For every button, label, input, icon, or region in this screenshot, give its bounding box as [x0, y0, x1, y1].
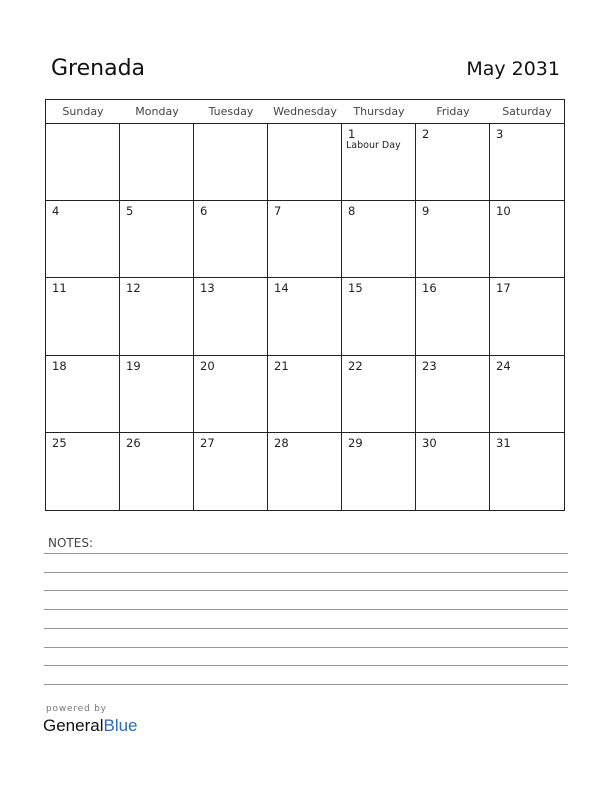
day-cell	[268, 356, 342, 433]
day-cell	[490, 201, 564, 278]
day-number: 12	[126, 281, 141, 296]
day-cell	[342, 124, 416, 201]
day-number: 5	[126, 204, 134, 219]
weekday-header-sunday: Sunday	[62, 105, 104, 118]
day-number: 8	[348, 204, 356, 219]
day-cell	[490, 433, 564, 510]
day-number: 25	[52, 435, 67, 450]
day-number: 4	[52, 204, 60, 219]
day-cell	[194, 278, 268, 355]
day-number: 17	[496, 281, 511, 296]
day-number: 1	[348, 127, 356, 141]
day-number: 13	[200, 281, 215, 296]
day-number: 7	[274, 204, 282, 219]
powered-by-text: powered by	[46, 704, 107, 714]
weekday-header-wednesday: Wednesday	[273, 105, 337, 118]
day-cell	[194, 433, 268, 510]
brand-logo	[43, 716, 138, 736]
notes-label: NOTES:	[48, 536, 93, 550]
day-number: 15	[348, 281, 363, 296]
day-number: 18	[52, 358, 67, 373]
day-number: 11	[52, 281, 67, 296]
day-number: 21	[274, 358, 289, 373]
note-line	[44, 684, 568, 685]
day-cell	[120, 278, 194, 355]
day-cell	[194, 356, 268, 433]
day-cell	[120, 356, 194, 433]
day-cell	[342, 278, 416, 355]
note-line	[44, 628, 568, 629]
day-number: 2	[422, 127, 430, 141]
day-cell	[194, 124, 268, 201]
day-number: 27	[200, 435, 215, 450]
day-number: 16	[422, 281, 437, 296]
holiday-label: Labour Day	[346, 140, 401, 151]
day-cell	[416, 124, 490, 201]
day-number: 3	[496, 127, 504, 141]
day-cell	[268, 201, 342, 278]
day-number: 29	[348, 435, 363, 450]
note-line	[44, 665, 568, 666]
month-title: May 2031	[466, 58, 560, 80]
note-line	[44, 590, 568, 591]
day-cell	[268, 278, 342, 355]
day-number: 24	[496, 358, 511, 373]
day-cell	[46, 356, 120, 433]
day-number: 22	[348, 358, 363, 373]
day-cell	[120, 433, 194, 510]
brand-general: General	[43, 716, 104, 735]
brand-blue: Blue	[103, 716, 138, 735]
weekday-header-row	[46, 100, 564, 124]
day-cell	[416, 278, 490, 355]
day-cell	[120, 124, 194, 201]
day-cell	[268, 124, 342, 201]
day-cell	[416, 356, 490, 433]
day-number: 9	[422, 204, 430, 219]
day-cell	[490, 278, 564, 355]
country-title: Grenada	[51, 56, 146, 81]
day-cell	[46, 433, 120, 510]
day-number: 14	[274, 281, 289, 296]
day-cell	[46, 278, 120, 355]
note-line	[44, 553, 568, 554]
day-cell	[342, 433, 416, 510]
day-cell	[416, 201, 490, 278]
note-line	[44, 609, 568, 610]
day-number: 30	[422, 435, 437, 450]
note-line	[44, 647, 568, 648]
day-cell	[342, 356, 416, 433]
day-number: 19	[126, 358, 141, 373]
day-cell	[490, 356, 564, 433]
day-number: 26	[126, 435, 141, 450]
weekday-header-saturday: Saturday	[502, 105, 552, 118]
day-number: 31	[496, 435, 511, 450]
weekday-header-friday: Friday	[436, 105, 470, 118]
calendar-grid	[45, 99, 565, 511]
weekday-header-tuesday: Tuesday	[208, 105, 254, 118]
day-number: 20	[200, 358, 215, 373]
day-number: 10	[496, 204, 511, 219]
day-number: 28	[274, 435, 289, 450]
day-cell	[490, 124, 564, 201]
day-cell	[268, 433, 342, 510]
weekday-header-monday: Monday	[135, 105, 179, 118]
day-cell	[194, 201, 268, 278]
day-number: 6	[200, 204, 208, 219]
note-line	[44, 572, 568, 573]
day-cell	[416, 433, 490, 510]
day-cell	[46, 201, 120, 278]
weekday-header-thursday: Thursday	[353, 105, 405, 118]
day-cell	[46, 124, 120, 201]
day-cell	[120, 201, 194, 278]
day-number: 23	[422, 358, 437, 373]
day-cell	[342, 201, 416, 278]
